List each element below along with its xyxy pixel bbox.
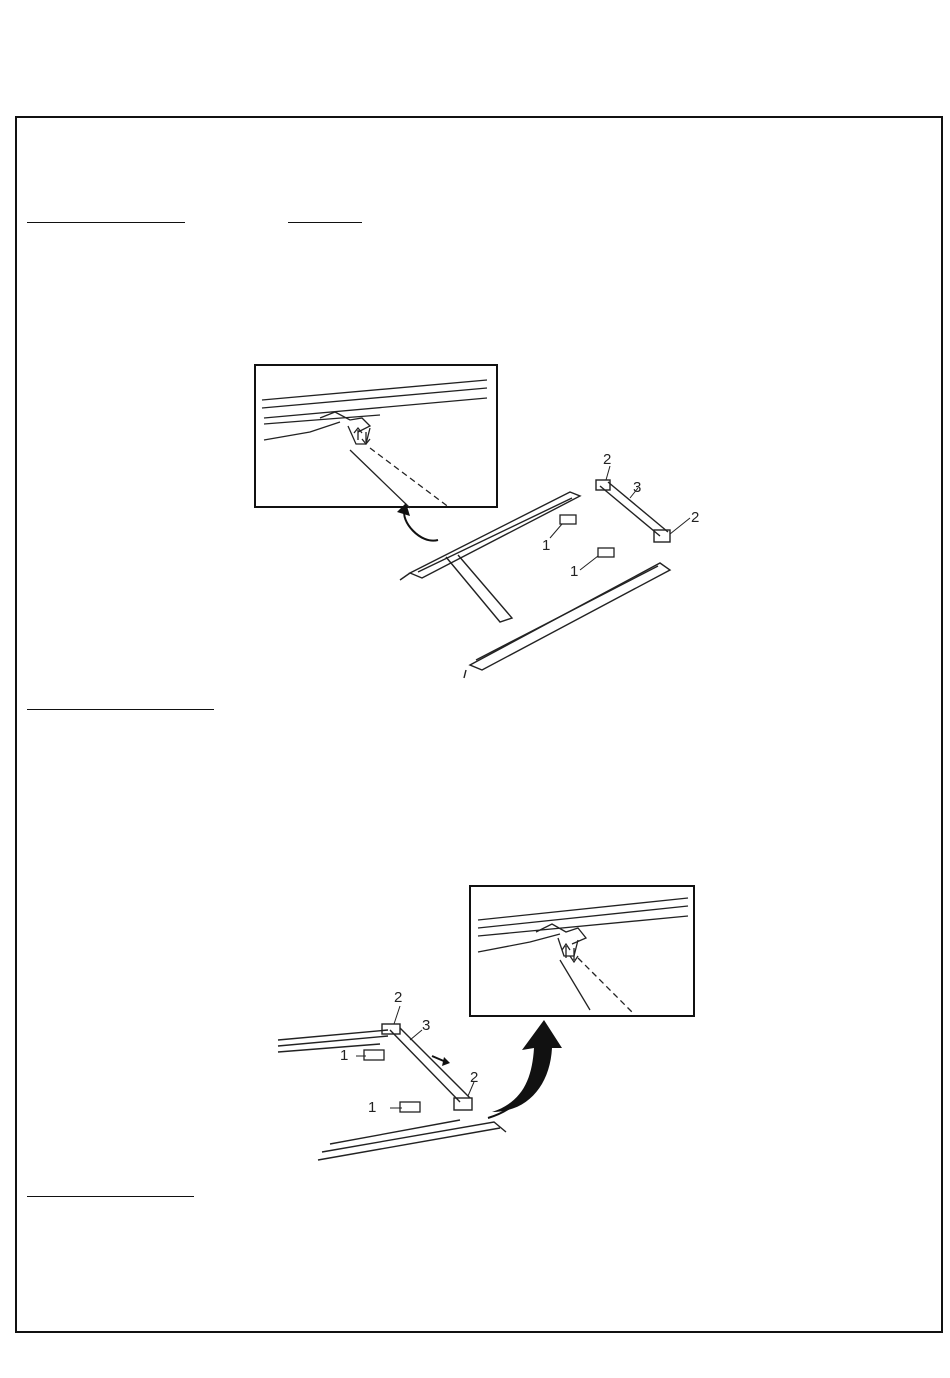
callout-2b: 2: [691, 509, 700, 526]
end-cover-2: [598, 548, 614, 557]
leader-lines: [550, 466, 690, 570]
heading-underline-3: [27, 709, 214, 710]
callout-1: 1: [340, 1047, 349, 1064]
crossbar-installed: [446, 555, 512, 622]
inset-detail-box: [255, 365, 497, 507]
figure-crossbar-removal-drawing: [250, 360, 720, 690]
callout-2: 2: [603, 451, 612, 468]
roof-rail-right: [464, 563, 670, 678]
curved-arrow: [492, 1020, 562, 1112]
callout-1b: 1: [570, 563, 579, 580]
callout-3: 3: [633, 479, 642, 496]
heading-underline-4: [27, 1196, 194, 1197]
figure-crossbar-installation-drawing: [260, 880, 710, 1170]
callout-1: 1: [542, 537, 551, 554]
callout-1b: 1: [368, 1099, 377, 1116]
callout-3: 3: [422, 1017, 431, 1034]
heading-underline-2: [288, 222, 362, 223]
end-cover-1: [364, 1050, 384, 1060]
leader-lines: [356, 1006, 474, 1108]
heading-underline-1: [27, 222, 185, 223]
callout-2: 2: [394, 989, 403, 1006]
crossbar: [382, 1024, 472, 1110]
callout-2b: 2: [470, 1069, 479, 1086]
figure-crossbar-removal: [250, 360, 720, 690]
figure-crossbar-installation: [260, 880, 710, 1170]
direction-arrow-head: [442, 1057, 450, 1066]
roof-rail-right: [318, 1120, 506, 1160]
end-cover-1: [560, 515, 576, 524]
end-cover-2: [400, 1102, 420, 1112]
